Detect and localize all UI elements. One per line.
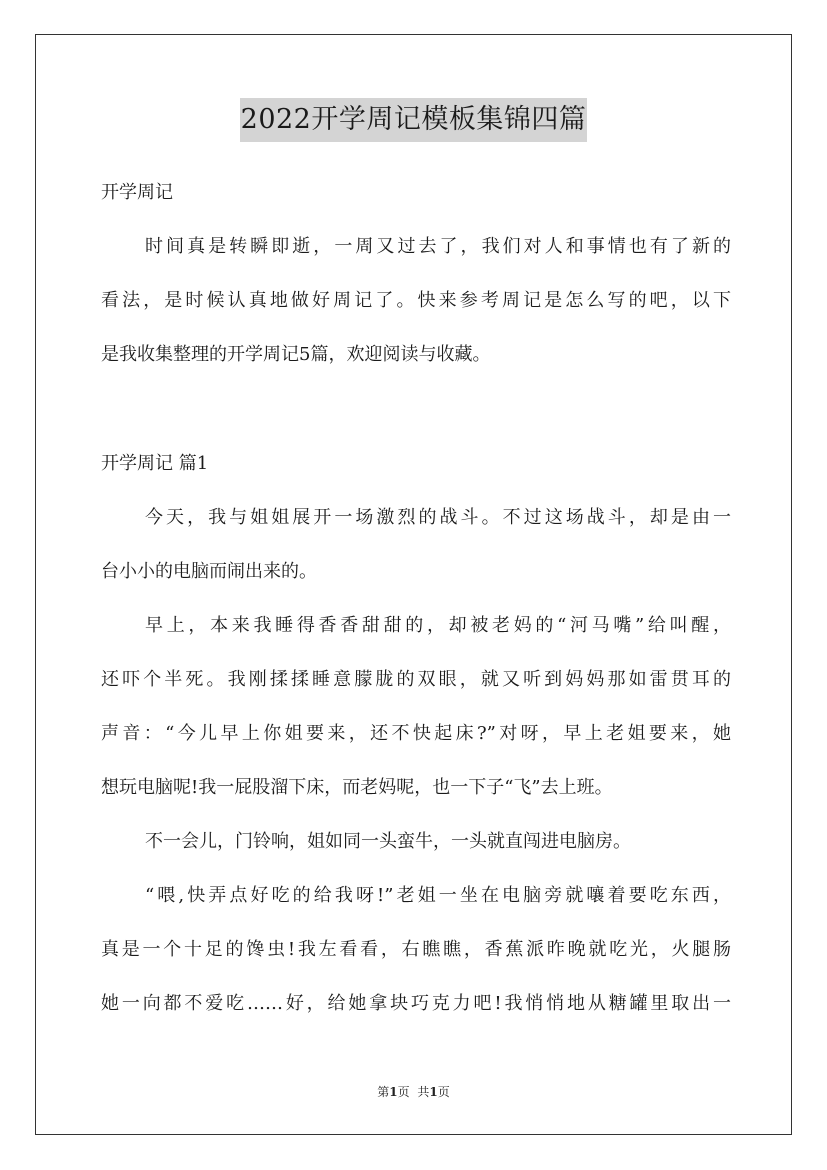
intro-line: 时间真是转瞬即逝，一周又过去了，我们对人和事情也有了新的 (145, 236, 731, 257)
body-line: 早上，本来我睡得香香甜甜的，却被老妈的“河马嘴”给叫醒， (145, 615, 731, 636)
body-line: 她一向都不爱吃……好，给她拿块巧克力吧!我悄悄地从糖罐里取出一 (101, 993, 731, 1014)
intro-line: 是我收集整理的开学周记5篇，欢迎阅读与收藏。 (101, 344, 491, 365)
body-line: 台小小的电脑而闹出来的。 (101, 561, 317, 582)
footer-page-number: 1 (389, 1085, 398, 1099)
footer-total-suffix: 页 (437, 1085, 450, 1099)
body-line: 今天，我与姐姐展开一场激烈的战斗。不过这场战斗，却是由一 (145, 507, 731, 528)
document-title: 2022开学周记模板集锦四篇 (240, 98, 588, 142)
footer-total-number: 1 (429, 1085, 438, 1099)
body-line: 真是一个十足的馋虫!我左看看，右瞧瞧，香蕉派昨晚就吃光，火腿肠 (101, 939, 731, 960)
body-line: 想玩电脑呢!我一屁股溜下床，而老妈呢，也一下子“飞”去上班。 (101, 777, 613, 798)
body-line: 还吓个半死。我刚揉揉睡意朦胧的双眼，就又听到妈妈那如雷贯耳的 (101, 669, 731, 690)
intro-line: 看法，是时候认真地做好周记了。快来参考周记是怎么写的吧，以下 (101, 290, 731, 311)
page-footer (0, 1084, 827, 1100)
title-container (0, 98, 827, 142)
footer-page-suffix: 页 (397, 1085, 410, 1099)
body-line: “喂,快弄点好吃的给我呀!”老姐一坐在电脑旁就嚷着要吃东西， (145, 885, 731, 906)
body-line: 不一会儿，门铃响，姐如同一头蛮牛，一头就直闯进电脑房。 (145, 831, 631, 852)
footer-page-prefix: 第 (377, 1085, 390, 1099)
chapter-heading: 开学周记 篇1 (101, 453, 209, 474)
body-line: 声音：“今儿早上你姐要来，还不快起床?”对呀，早上老姐要来，她 (101, 723, 731, 744)
section-heading: 开学周记 (101, 182, 173, 203)
footer-total-prefix: 共 (417, 1085, 430, 1099)
